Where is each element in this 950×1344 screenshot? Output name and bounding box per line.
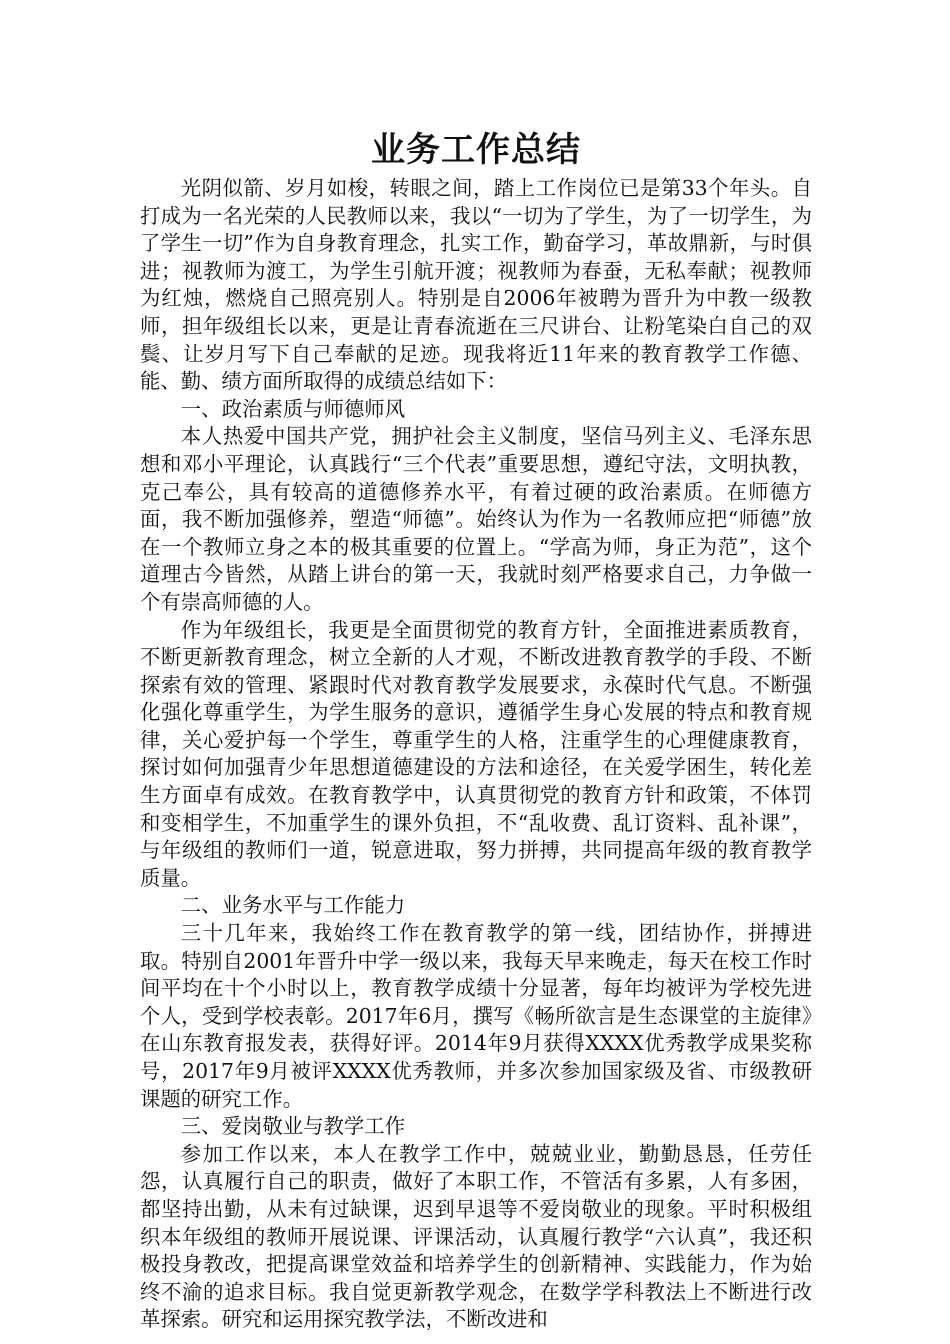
- section-1-paragraph-1: 本人热爱中国共产党，拥护社会主义制度，坚信马列主义、毛泽东思想和邓小平理论，认真践行“三个代表”重要思想，遵纪守法，文明执教，克己奉公，具有较高的道德修养水平，有着过硬的政治素质。在师德方面，我不断加强修养，塑造“师德”。始终认为作为一名教师应把“师德”放在一个教师立身之本的极其重要的位置上。“学高为师，身正为范”，这个道理古今皆然，从踏上讲台的第一天，我就时刻严格要求自己，力争做一个有崇高师德的人。: [140, 424, 812, 614]
- section-3-heading: 三、爱岗敬业与教学工作: [180, 1114, 406, 1139]
- document-title: 业务工作总结: [371, 130, 581, 170]
- document-page: [140, 125, 812, 1334]
- section-1-heading: 一、政治素质与师德师风: [180, 396, 406, 421]
- section-3-paragraph-1: 参加工作以来，本人在教学工作中，兢兢业业，勤勤恳恳，任劳任怨，认真履行自己的职责，做好了本职工作，不管活有多累，人有多困，都坚持出勤，从未有过缺课，迟到早退等不爱岗敬业的现象。平时积极组织本年级组的教师开展说课、评课活动，认真履行教学“六认真”，我还积极投身教改，把提高课堂效益和培养学生的创新精神、实践能力，作为始终不渝的追求目标。我自觉更新教学观念，在数学学科教法上不断进行改革探索。研究和运用探究教学法，不断改进和: [140, 1141, 812, 1332]
- section-1-paragraph-2: 作为年级组长，我更是全面贯彻党的教育方针，全面推进素质教育，不断更新教育理念，树立全新的人才观，不断改进教育教学的手段、不断探索有效的管理、紧跟时代对教育教学发展要求，永葆时代气息。不断强化强化尊重学生，为学生服务的意识，遵循学生身心发展的特点和教育规律，关心爱护每一个学生，尊重学生的人格，注重学生的心理健康教育，探讨如何加强青少年思想道德建设的方法和途径，在关爱学困生，转化差生方面卓有成效。在教育教学中，认真贯彻党的教育方针和政策，不体罚和变相学生，不加重学生的课外负担，不“乱收费、乱订资料、乱补课”，与年级组的教师们一道，锐意进取，努力拼搏，共同提高年级的教育教学质量。: [140, 617, 812, 890]
- intro-paragraph: 光阴似箭、岁月如梭，转眼之间，踏上工作岗位已是第33个年头。自打成为一名光荣的人民教师以来，我以“一切为了学生，为了一切学生，为了学生一切”作为自身教育理念，扎实工作，勤奋学习，革故鼎新，与时俱进；视教师为渡工，为学生引航开渡；视教师为春蚕，无私奉献；视教师为红烛，燃烧自己照亮别人。特别是自2006年被聘为晋升为中教一级教师，担年级组长以来，更是让青春流逝在三尺讲台、让粉笔染白自己的双鬓、让岁月写下自己奉献的足迹。现我将近11年来的教育教学工作德、能、勤、绩方面所取得的成绩总结如下：: [140, 176, 812, 394]
- section-2-heading: 二、业务水平与工作能力: [180, 893, 406, 918]
- section-2-paragraph-1: 三十几年来，我始终工作在教育教学的第一线，团结协作，拼搏进取。特别自2001年晋升中学一级以来，我每天早来晚走，每天在校工作时间平均在十个小时以上，教育教学成绩十分显著，每年均被评为学校先进个人，受到学校表彰。2017年6月，撰写《畅所欲言是生态课堂的主旋律》在山东教育报发表，获得好评。2014年9月获得XXXX优秀教学成果奖称号，2017年9月被评XXXX优秀教师，并多次参加国家级及省、市级教研课题的研究工作。: [140, 921, 812, 1111]
